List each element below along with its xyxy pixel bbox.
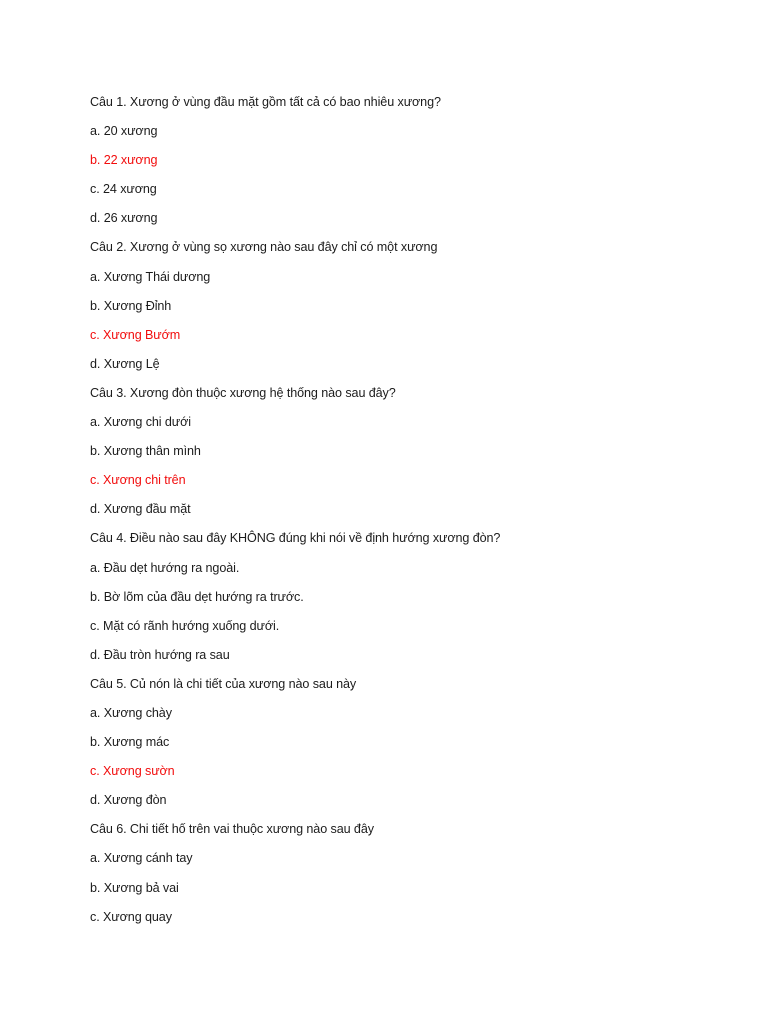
correct-answer-option: b. 22 xương [90, 153, 158, 168]
question-text: Câu 6. Chi tiết hố trên vai thuộc xương nào sau đây [90, 822, 374, 837]
answer-option: c. Mặt có rãnh hướng xuống dưới. [90, 618, 280, 633]
answer-option: a. Xương cánh tay [90, 851, 193, 866]
question-text: Câu 3. Xương đòn thuộc xương hệ thống nào sau đây? [90, 385, 396, 400]
answer-option: d. 26 xương [90, 211, 158, 226]
answer-option: b. Xương thân mình [90, 444, 201, 459]
answer-option: a. Xương chi dưới [90, 415, 191, 430]
answer-option: a. 20 xương [90, 124, 158, 139]
answer-option: c. 24 xương [90, 182, 157, 197]
question-text: Câu 1. Xương ở vùng đầu mặt gồm tất cả có bao nhiêu xương? [90, 95, 441, 109]
answer-option: d. Đầu tròn hướng ra sau [90, 647, 230, 662]
answer-option: d. Xương đầu mặt [90, 502, 191, 517]
question-text: Câu 4. Điều nào sau đây KHÔNG đúng khi nói về định hướng xương đòn? [90, 531, 501, 546]
correct-answer-option: c. Xương Bướm [90, 327, 181, 342]
question-text: Câu 5. Củ nón là chi tiết của xương nào sau này [90, 676, 357, 691]
answer-option: c. Xương quay [90, 909, 172, 924]
correct-answer-option: c. Xương chi trên [90, 473, 186, 488]
answer-option: b. Xương Đỉnh [90, 298, 172, 313]
question-text: Câu 2. Xương ở vùng sọ xương nào sau đây chỉ có một xương [90, 240, 438, 255]
answer-option: a. Đầu dẹt hướng ra ngoài. [90, 560, 240, 575]
answer-option: b. Xương mác [90, 735, 170, 750]
answer-option: a. Xương chày [90, 705, 172, 720]
answer-option: b. Xương bả vai [90, 880, 179, 895]
answer-option: b. Bờ lõm của đầu dẹt hướng ra trước. [90, 589, 304, 604]
correct-answer-option: c. Xương sườn [90, 764, 175, 779]
answer-option: d. Xương Lệ [90, 356, 160, 371]
answer-option: a. Xương Thái dương [90, 269, 211, 284]
quiz-content [90, 92, 730, 936]
answer-option: d. Xương đòn [90, 793, 167, 808]
